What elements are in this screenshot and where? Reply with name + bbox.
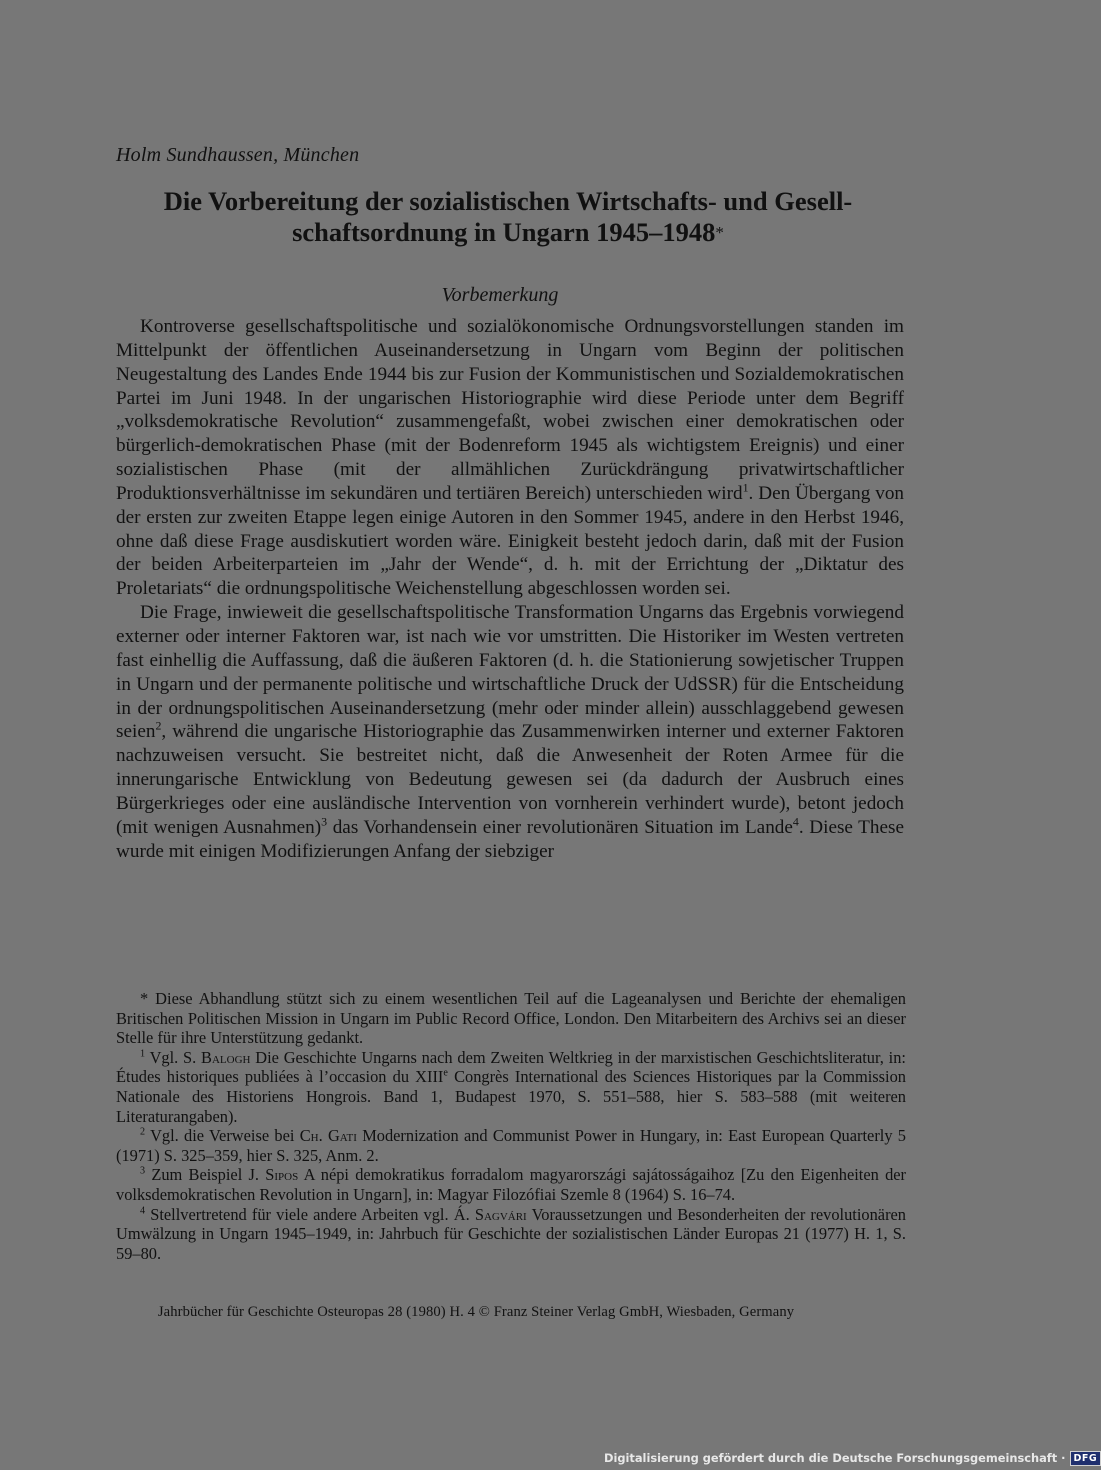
body-text-run: . Diese These wurde mit einigen Modifizierungen Anfang der siebziger bbox=[116, 816, 904, 862]
footnote-3 bbox=[116, 1165, 906, 1204]
footnote-text: Diese Abhandlung stützt sich zu einem wesentlichen Teil auf die Lageanalysen und Berichte der ehemaligen Britischen Politischen Mission in Ungarn im Public Record Office, London. Den Mitarbeitern des Archivs sei an dieser Stelle für ihre Unterstützung gedankt. bbox=[116, 989, 906, 1048]
footnote-number: 3 bbox=[140, 1165, 146, 1177]
footnote-text: Vgl. die Verweise bei bbox=[145, 1126, 300, 1146]
footnote-text: Modernization and Communist Power in Hungary, in: East European Quarterly 5 (1971) S. 325–359, hier S. 325, Anm. 2. bbox=[116, 1126, 907, 1165]
footnote-2 bbox=[116, 1126, 906, 1165]
footnote-1 bbox=[116, 1048, 906, 1126]
footnote-ref: 3 bbox=[321, 814, 328, 829]
footnote-ref: 4 bbox=[792, 814, 799, 829]
author-line: Holm Sundhaussen, München bbox=[116, 144, 360, 166]
footnote-author: Sipos bbox=[265, 1165, 299, 1185]
title-line-2: schaftsordnung in Ungarn 1945–1948 bbox=[292, 217, 716, 247]
body-paragraph bbox=[116, 601, 904, 863]
title-footnote-marker: * bbox=[715, 223, 724, 242]
footnote-author: Balogh bbox=[201, 1047, 251, 1067]
footnote-author: Ch. Gati bbox=[299, 1126, 357, 1146]
footnote-ref: 2 bbox=[155, 718, 162, 733]
footnote-number: 2 bbox=[140, 1126, 146, 1138]
footnote-number: 1 bbox=[140, 1048, 146, 1060]
footnote-author: Sagvári bbox=[474, 1204, 527, 1224]
footnotes bbox=[116, 989, 906, 1263]
body-text-run: Kontroverse gesellschaftspolitische und sozialökonomische Ordnungsvorstellungen standen im Mittelpunkt der öffentlichen Auseinandersetzung in Ungarn vom Beginn der politischen Neugestaltung des Landes Ende 1944 bis zur Fusion der Kommunistischen und Sozialdemokratischen Partei im Juni 1948. In der ungarischen Historiographie wird diese Periode unter dem Begriff „volksdemokratische Revolution“ zusammengefaßt, wobei zwischen einer demokratischen oder bürgerlich-demokratischen Phase (mit der Bodenreform 1945 als wichtigstem Ereignis) und einer sozialistischen Phase (mit der allmählichen Zurückdrängung privatwirtschaftlicher Produktionsverhältnisse im sekundären und tertiären Bereich) unterschieden wird bbox=[116, 316, 904, 504]
footnote-text: Die Geschichte Ungarns nach dem Zweiten Weltkrieg in der marxistischen Geschichtsliteratur, in: Études historiques publiées à l’occasion du XIII bbox=[116, 1047, 906, 1087]
footnote-star bbox=[116, 989, 906, 1048]
footnote-4 bbox=[116, 1205, 906, 1264]
body-text-run: das Vorhandensein einer revolutionären Situation im Lande bbox=[327, 816, 793, 838]
footnote-text: Zum Beispiel J. bbox=[145, 1165, 266, 1185]
footnote-text: Vgl. S. bbox=[145, 1047, 202, 1067]
journal-footer: Jahrbücher für Geschichte Osteuropas 28 (1980) H. 4 © Franz Steiner Verlag GmbH, Wiesbaden, Germany bbox=[157, 1304, 795, 1320]
body-text-run: . Den Übergang von der ersten zur zweiten Etappe legen einige Autoren in den Sommer 1945, andere in den Herbst 1946, ohne daß diese Frage ausdiskutiert worden wäre. Einigkeit besteht jedoch darin, daß mit der Fusion der beiden Arbeiterparteien im „Jahr der Wende“, d. h. mit der Errichtung der „Diktatur des Proletariats“ die ordnungspolitische Weichenstellung abgeschlossen worden sei. bbox=[116, 482, 905, 600]
digitization-credit bbox=[604, 1449, 1101, 1467]
footnote-superscript: e bbox=[443, 1067, 448, 1079]
footnote-ref: 1 bbox=[742, 480, 749, 495]
section-heading: Vorbemerkung bbox=[441, 284, 559, 306]
footnote-text: Congrès International des Sciences Historiques par la Commission Nationale des Historiens Hongrois. Band 1, Budapest 1970, S. 551–588, hier S. 583–588 (mit weiteren Literaturangaben). bbox=[116, 1067, 906, 1126]
footnote-text: Voraussetzungen und Besonderheiten der revolutionären Umwälzung in Ungarn 1945–1949, in: Jahrbuch für Geschichte der sozialistischen Länder Europas 21 (1977) H. 1, S. 59–80. bbox=[116, 1204, 906, 1263]
footnote-text: Stellvertretend für viele andere Arbeiten vgl. Á. bbox=[145, 1204, 475, 1224]
article-title bbox=[108, 186, 908, 248]
footnote-number: 4 bbox=[140, 1205, 146, 1217]
body-paragraph bbox=[116, 315, 904, 601]
footnote-text: A népi demokratikus forradalom magyarországi sajátosságaihoz [Zu den Eigenheiten der volksdemokratischen Revolution in Ungarn], in: Magyar Filozófiai Szemle 8 (1964) S. 16–74. bbox=[116, 1165, 906, 1204]
body-text-run: Die Frage, inwieweit die gesellschaftspolitische Transformation Ungarns das Ergebnis vorwiegend externer oder interner Faktoren war, ist nach wie vor umstritten. Die Historiker im Westen vertreten fast einhellig die Auffassung, daß die äußeren Faktoren (d. h. die Stationierung sowjetischer Truppen in Ungarn und der permanente politische und wirtschaftliche Druck der UdSSR) für die Entscheidung in der ordnungspolitischen Auseinandersetzung (mehr oder minder allein) ausschlaggebend gewesen seien bbox=[116, 602, 904, 743]
body-text bbox=[116, 315, 904, 863]
dfg-logo-icon: DFG bbox=[1070, 1451, 1101, 1466]
title-line-1: Die Vorbereitung der sozialistischen Wirtschafts- und Gesell- bbox=[163, 186, 853, 216]
digitization-text: Digitalisierung gefördert durch die Deutsche Forschungsgemeinschaft · bbox=[604, 1451, 1066, 1465]
body-text-run: , während die ungarische Historiographie das Zusammenwirken interner und externer Faktoren nachzuweisen versucht. Sie bestreitet nicht, daß die Anwesenheit der Roten Armee für die innerungarische Entwicklung von Bedeutung gewesen sei (da dadurch der Ausbruch eines Bürgerkrieges oder eine ausländische Intervention von vornherein verhindert wurde), betont jedoch (mit wenigen Ausnahmen) bbox=[116, 721, 904, 838]
footnote-marker: * bbox=[140, 989, 149, 1008]
